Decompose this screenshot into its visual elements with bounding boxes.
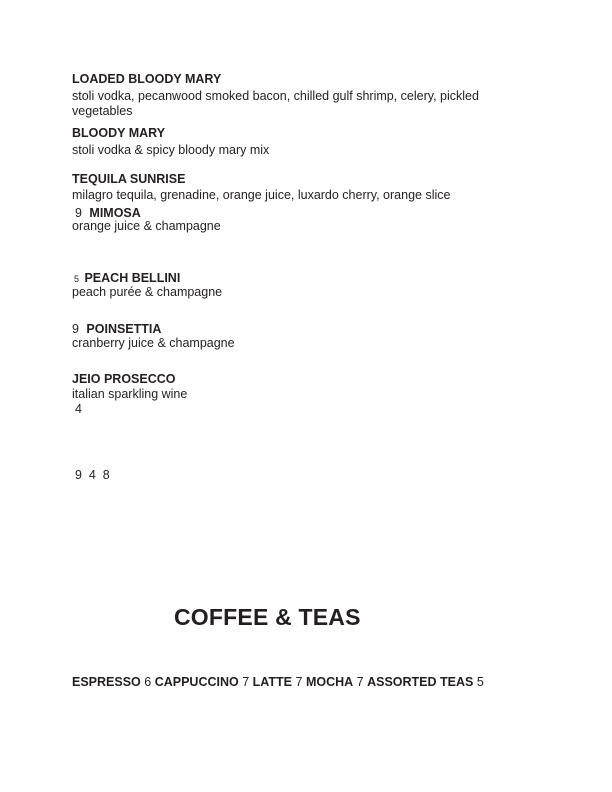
drink-name-jeio-prosecco: JEIO PROSECCO [72,372,176,386]
drink-name-poinsettia: POINSETTIA [86,322,162,336]
coffee-item-name: LATTE [252,675,293,689]
drink-price-poinsettia: 9 [72,322,79,336]
drink-price-mimosa: 9 [75,206,82,220]
drink-name-loaded-bloody-mary: LOADED BLOODY MARY [72,72,222,86]
drink-name-tequila-sunrise: TEQUILA SUNRISE [72,172,186,186]
coffee-items-line [72,675,484,689]
drink-desc-loaded-bloody-mary-line1: stoli vodka, pecanwood smoked bacon, chilled gulf shrimp, celery, pickled [72,89,479,103]
coffee-item-name: ASSORTED TEAS [367,675,474,689]
coffee-item-price: 6 [144,675,152,689]
coffee-item-name: MOCHA [305,675,354,689]
drink-name-peach-bellini: PEACH BELLINI [84,271,181,285]
coffee-heading: COFFEE & TEAS [174,604,361,630]
drink-desc-peach-bellini: peach purée & champagne [72,285,223,299]
coffee-item-price: 5 [476,675,484,689]
coffee-item-price: 7 [295,675,303,689]
drink-desc-mimosa: orange juice & champagne [72,219,221,233]
drink-desc-jeio-prosecco: italian sparkling wine [72,387,188,401]
drink-price-jeio-prosecco: 4 [75,402,82,416]
drink-desc-bloody-mary: stoli vodka & spicy bloody mary mix [72,143,270,157]
coffee-item-price: 7 [356,675,364,689]
drink-desc-tequila-sunrise: milagro tequila, grenadine, orange juice, luxardo cherry, orange slice [72,188,451,202]
drink-price-peach-bellini: 5 [74,274,80,284]
drink-desc-loaded-bloody-mary-line2: vegetables [72,104,133,118]
coffee-item-name: ESPRESSO [72,675,141,689]
drink-name-mimosa: MIMOSA [89,206,141,220]
drink-name-bloody-mary: BLOODY MARY [72,126,166,140]
stray-prices: 9 4 8 [75,468,110,482]
coffee-item-name: CAPPUCCINO [154,675,239,689]
coffee-item-price: 7 [242,675,250,689]
drink-desc-poinsettia: cranberry juice & champagne [72,336,235,350]
